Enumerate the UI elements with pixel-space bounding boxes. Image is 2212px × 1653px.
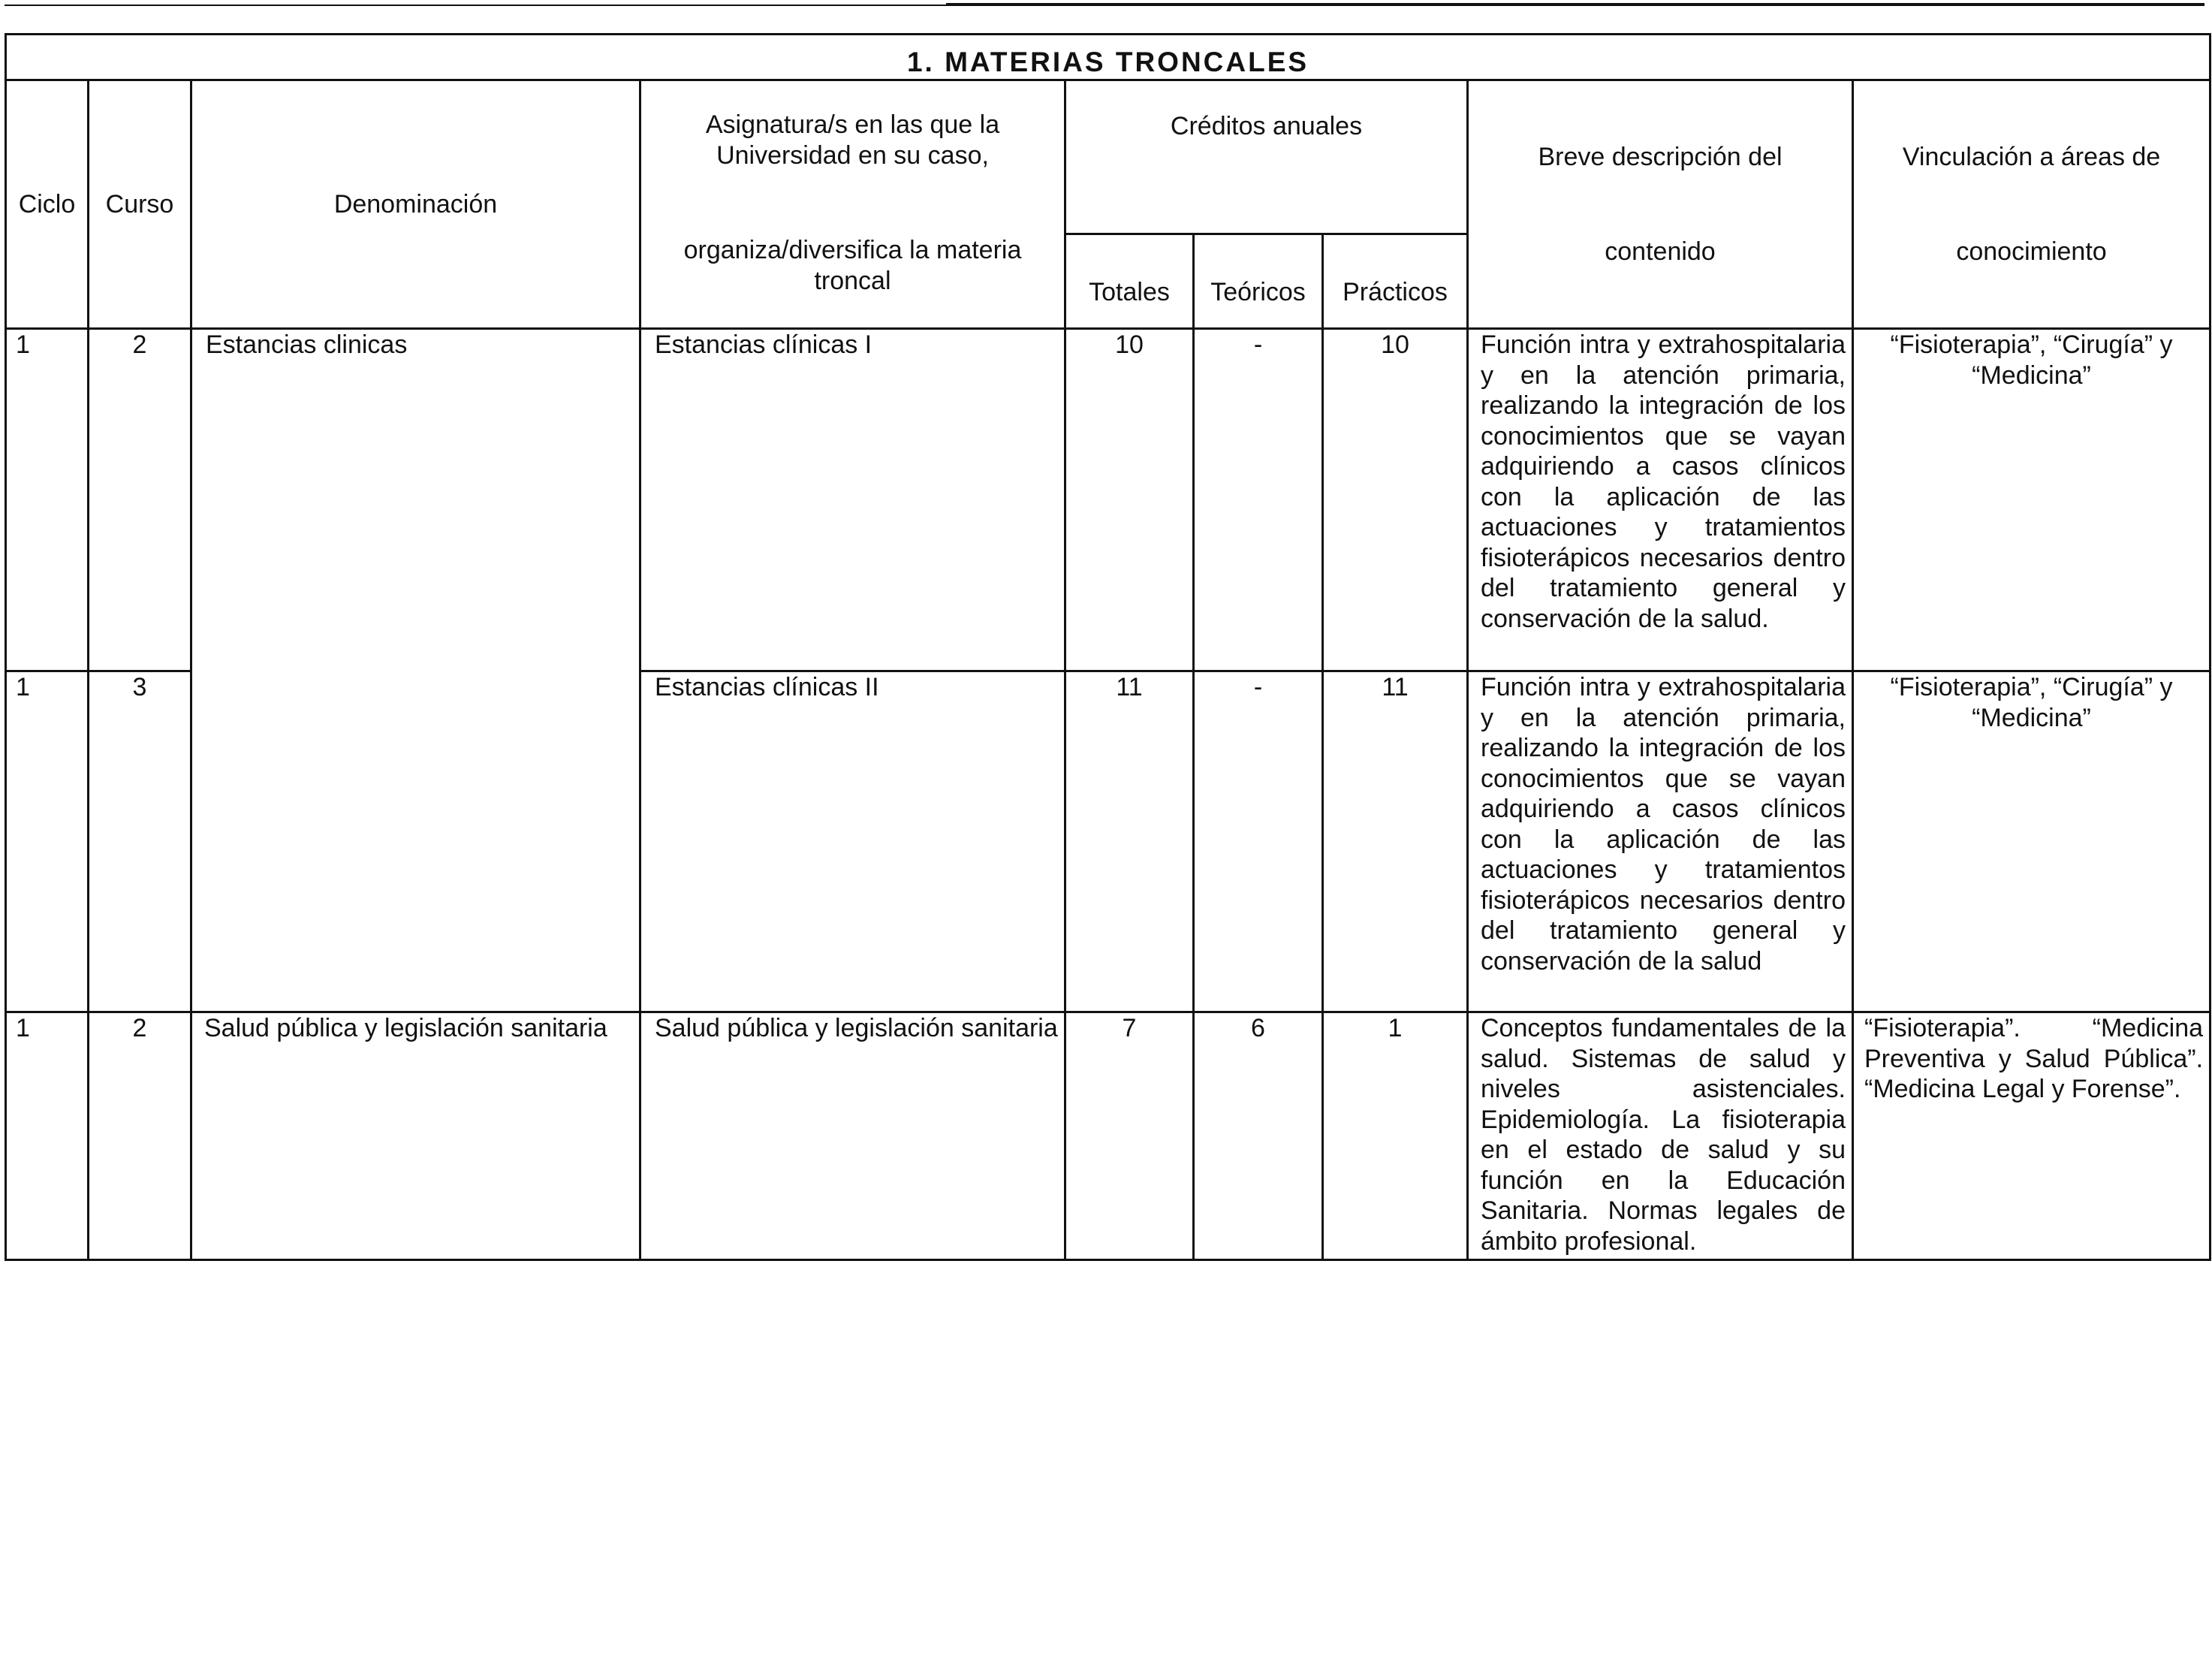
header-vinculacion-line1: Vinculación a áreas de [1902,142,2161,171]
header-ciclo: Ciclo [6,80,89,329]
row-denominacion: Estancias clinicas [191,329,640,1012]
row-asignatura: Estancias clínicas I [640,329,1065,671]
header-descripcion-line2: contenido [1605,237,1716,266]
header-creditos-anuales: Créditos anuales [1065,80,1468,234]
header-vinculacion-line2: conocimiento [1956,237,2107,266]
row-vinculacion: “Fisioterapia”, “Cirugía” y “Medicina” [1853,329,2210,671]
top-rule-left [5,5,946,6]
row-curso: 2 [89,1012,191,1260]
table-title: 1. MATERIAS TRONCALES [6,35,2210,80]
row-asignatura: Estancias clínicas II [640,671,1065,1012]
table-row [6,329,2210,671]
row-descripcion: Función intra y extrahospitalaria y en la atención primaria, realizando la integración de los conocimientos que se vayan adquiriendo a casos clínicos con la aplicación de las actuaciones y tratamientos fisioterápicos necesarios dentro del tratamiento general y conservación de la salud [1468,671,1853,1012]
row-practicos: 10 [1323,329,1468,671]
materias-troncales-table [5,33,2211,1261]
row-descripcion: Función intra y extrahospitalaria y en la atención primaria, realizando la integración de los conocimientos que se vayan adquiriendo a casos clínicos con la aplicación de las actuaciones y tratamientos fisioterápicos necesarios dentro del tratamiento general y conservación de la salud. [1468,329,1853,671]
header-descripcion [1468,80,1853,329]
row-teoricos: 6 [1194,1012,1323,1260]
row-descripcion: Conceptos fundamentales de la salud. Sistemas de salud y niveles asistenciales. Epidemiología. La fisioterapia en el estado de salud y su función en la Educación Sanitaria. Normas legales de ámbito profesional. [1468,1012,1853,1260]
header-practicos: Prácticos [1323,234,1468,329]
header-totales: Totales [1065,234,1194,329]
row-denominacion: Salud pública y legislación sanitaria [191,1012,640,1260]
table-row [6,1012,2210,1260]
header-asignatura [640,80,1065,329]
top-rule-right [946,3,2204,6]
row-totales: 11 [1065,671,1194,1012]
row-teoricos: - [1194,329,1323,671]
row-totales: 7 [1065,1012,1194,1260]
row-practicos: 1 [1323,1012,1468,1260]
row-vinculacion: “Fisioterapia”, “Cirugía” y “Medicina” [1853,671,2210,1012]
header-denominacion: Denominación [191,80,640,329]
row-ciclo: 1 [6,1012,89,1260]
row-ciclo: 1 [6,329,89,671]
row-totales: 10 [1065,329,1194,671]
header-asignatura-line1: Asignatura/s en las que la Universidad en su caso, [705,110,1000,170]
header-asignatura-line2: organiza/diversifica la materia troncal [683,236,1022,295]
row-asignatura: Salud pública y legislación sanitaria [640,1012,1065,1260]
row-vinculacion: “Fisioterapia”. “Medicina Preventiva y Salud Pública”. “Medicina Legal y Forense”. [1853,1012,2210,1260]
header-teoricos: Teóricos [1194,234,1323,329]
row-teoricos: - [1194,671,1323,1012]
row-ciclo: 1 [6,671,89,1012]
header-curso: Curso [89,80,191,329]
row-curso: 2 [89,329,191,671]
header-descripcion-line1: Breve descripción del [1538,142,1783,171]
header-vinculacion [1853,80,2210,329]
row-curso: 3 [89,671,191,1012]
row-practicos: 11 [1323,671,1468,1012]
